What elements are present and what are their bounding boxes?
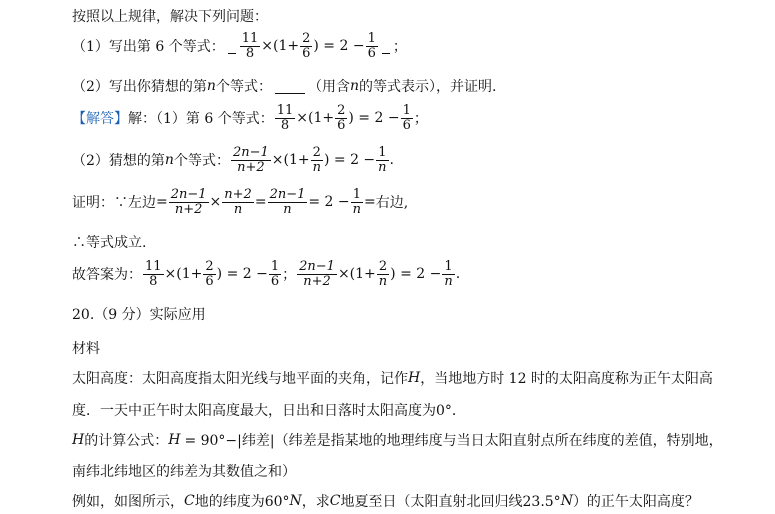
paragraph-3-tail: （纬差是指某地的地理纬度与当日太阳直射点所在纬度的差值，特别地， (274, 433, 723, 449)
times-open: ×(1+ (271, 152, 310, 169)
final-answer-line (72, 260, 460, 288)
fraction-11-8: $\frac{11}{8}$ (145, 259, 162, 289)
conclusion-text: ∴等式成立. (72, 235, 147, 251)
fraction-11-8: $\frac{11}{8}$ (276, 103, 294, 133)
times-open: ×(1+ (261, 38, 300, 55)
variable-h: H (408, 370, 421, 386)
question-20-text: 20.（9 分）实际应用 (72, 307, 206, 323)
semicolon: ； (392, 39, 407, 56)
material-text: 材料 (72, 341, 100, 357)
paragraph-5 (72, 491, 699, 511)
answer-blank (275, 79, 305, 94)
paragraph-1-text: 太阳高度：太阳高度指太阳光线与地平面的夹角，记作 (72, 371, 408, 387)
variable-h: H (72, 432, 85, 448)
paragraph-1-tail: ，当地地方时 12 时的太阳高度称为正午太阳高 (420, 371, 713, 387)
answer-2 (72, 146, 394, 174)
question-2-prefix: （2）写出你猜想的第 (72, 79, 207, 95)
instruction-text: 按照以上规律，解决下列问题： (72, 9, 268, 25)
semicolon: ； (413, 111, 428, 128)
equals-two-minus: = 2 − (308, 194, 350, 211)
fraction-2-6: $\frac{2}{6}$ (337, 103, 346, 133)
paragraph-4-text: 南纬北纬地区的纬差为其数值之和） (72, 464, 296, 480)
equals: = (364, 194, 376, 211)
proof-line (72, 188, 408, 216)
variable-n: n (164, 152, 174, 169)
paragraph-1 (72, 368, 713, 388)
fraction-2-6: $\frac{2}{6}$ (302, 31, 311, 61)
paragraph-5-d: 地夏至日（太阳直射北回归线23.5° (340, 494, 561, 510)
question-20-heading (72, 304, 206, 324)
fraction-11-8: $\frac{11}{8}$ (241, 31, 259, 61)
paragraph-2-text: 度．一天中正午时太阳高度最大，日出和日落时太阳高度为0°． (72, 403, 466, 419)
times-open: ×(1+ (337, 266, 376, 283)
equals-two-minus: ) = 2 − (313, 38, 365, 55)
question-1 (72, 32, 407, 60)
paragraph-2 (72, 400, 466, 420)
conclusion-line (72, 232, 146, 252)
times-open: ×(1+ (296, 110, 335, 127)
equals-two-minus: ) = 2 − (348, 110, 400, 127)
material-heading (72, 338, 100, 358)
fraction-2-over-n: $\frac{2}{n}$ (378, 259, 388, 289)
variable-n-lat: N (289, 493, 302, 509)
paragraph-5-b: 地的纬度为60° (194, 494, 290, 510)
fraction-2-over-n: $\frac{2}{n}$ (312, 145, 321, 175)
fraction-2n-1-over-n-2: $\frac{2n-1}{n+2}$ (170, 187, 207, 217)
paragraph-5-e: ）的正午太阳高度？ (572, 494, 699, 510)
equals: = (254, 194, 267, 211)
formula: = 90°−|纬差| (184, 433, 275, 449)
fraction-1-6: $\frac{1}{6}$ (367, 31, 376, 61)
instruction-line (72, 6, 268, 26)
equals-two-minus: ) = 2 − (390, 266, 442, 283)
variable-h-formula: H (168, 432, 181, 448)
answer-1-prefix: 解：（1）第 6 个等式： (128, 111, 274, 128)
paragraph-3 (72, 430, 723, 450)
paragraph-4 (72, 461, 296, 481)
fraction-1-over-n: $\frac{1}{n}$ (352, 187, 362, 217)
variable-n-lat-2: N (560, 493, 573, 509)
variable-n: n (206, 78, 216, 94)
question-2 (72, 76, 496, 96)
question-1-prefix: （1）写出第 6 个等式： (72, 39, 225, 56)
variable-c-2: C (329, 493, 341, 509)
times: × (209, 194, 222, 211)
variable-c: C (184, 493, 195, 509)
period: . (389, 152, 394, 169)
answer-1 (72, 104, 428, 132)
fraction-1-6: $\frac{1}{6}$ (270, 259, 280, 289)
period: . (455, 266, 461, 283)
question-2-mid: 个等式： (215, 79, 272, 95)
paragraph-3-label: 的计算公式： (84, 433, 169, 449)
final-prefix: 故答案为： (72, 267, 142, 284)
fraction-1-6: $\frac{1}{6}$ (402, 103, 411, 133)
equals: = (156, 194, 168, 211)
fraction-n-2-over-n: $\frac{n+2}{n}$ (224, 187, 252, 217)
answer-blank-right (382, 39, 390, 54)
paragraph-5-a: 例如，如图所示， (72, 494, 184, 510)
question-2-paren-b: 的等式表示），并证明. (358, 79, 497, 95)
answer-tag: 【解答】 (72, 111, 128, 128)
answer-2-mid: 个等式： (173, 153, 230, 170)
equals-two-minus: ) = 2 − (323, 152, 376, 169)
fraction-2n-1-over-n-2: $\frac{2n-1}{n+2}$ (232, 145, 269, 175)
separator: ； (282, 267, 297, 284)
fraction-1-over-n: $\frac{1}{n}$ (444, 259, 453, 289)
paragraph-5-c: ，求 (301, 494, 330, 510)
fraction-1-over-n: $\frac{1}{n}$ (378, 145, 387, 175)
fraction-2n-1-over-n-2: $\frac{2n-1}{n+2}$ (299, 259, 335, 289)
question-2-paren-a: （用含 (307, 79, 350, 95)
variable-n-2: n (349, 78, 359, 94)
proof-prefix: 证明：∵左边 (72, 195, 156, 212)
proof-right-side: 右边, (375, 195, 409, 212)
fraction-2n-1-over-n: $\frac{2n-1}{n}$ (269, 187, 306, 217)
fraction-2-6: $\frac{2}{6}$ (205, 259, 214, 289)
equals-two-minus: ) = 2 − (216, 266, 268, 283)
answer-blank-left (228, 39, 236, 54)
times-open: ×(1+ (164, 266, 203, 283)
answer-2-prefix: （2）猜想的第 (72, 153, 165, 170)
